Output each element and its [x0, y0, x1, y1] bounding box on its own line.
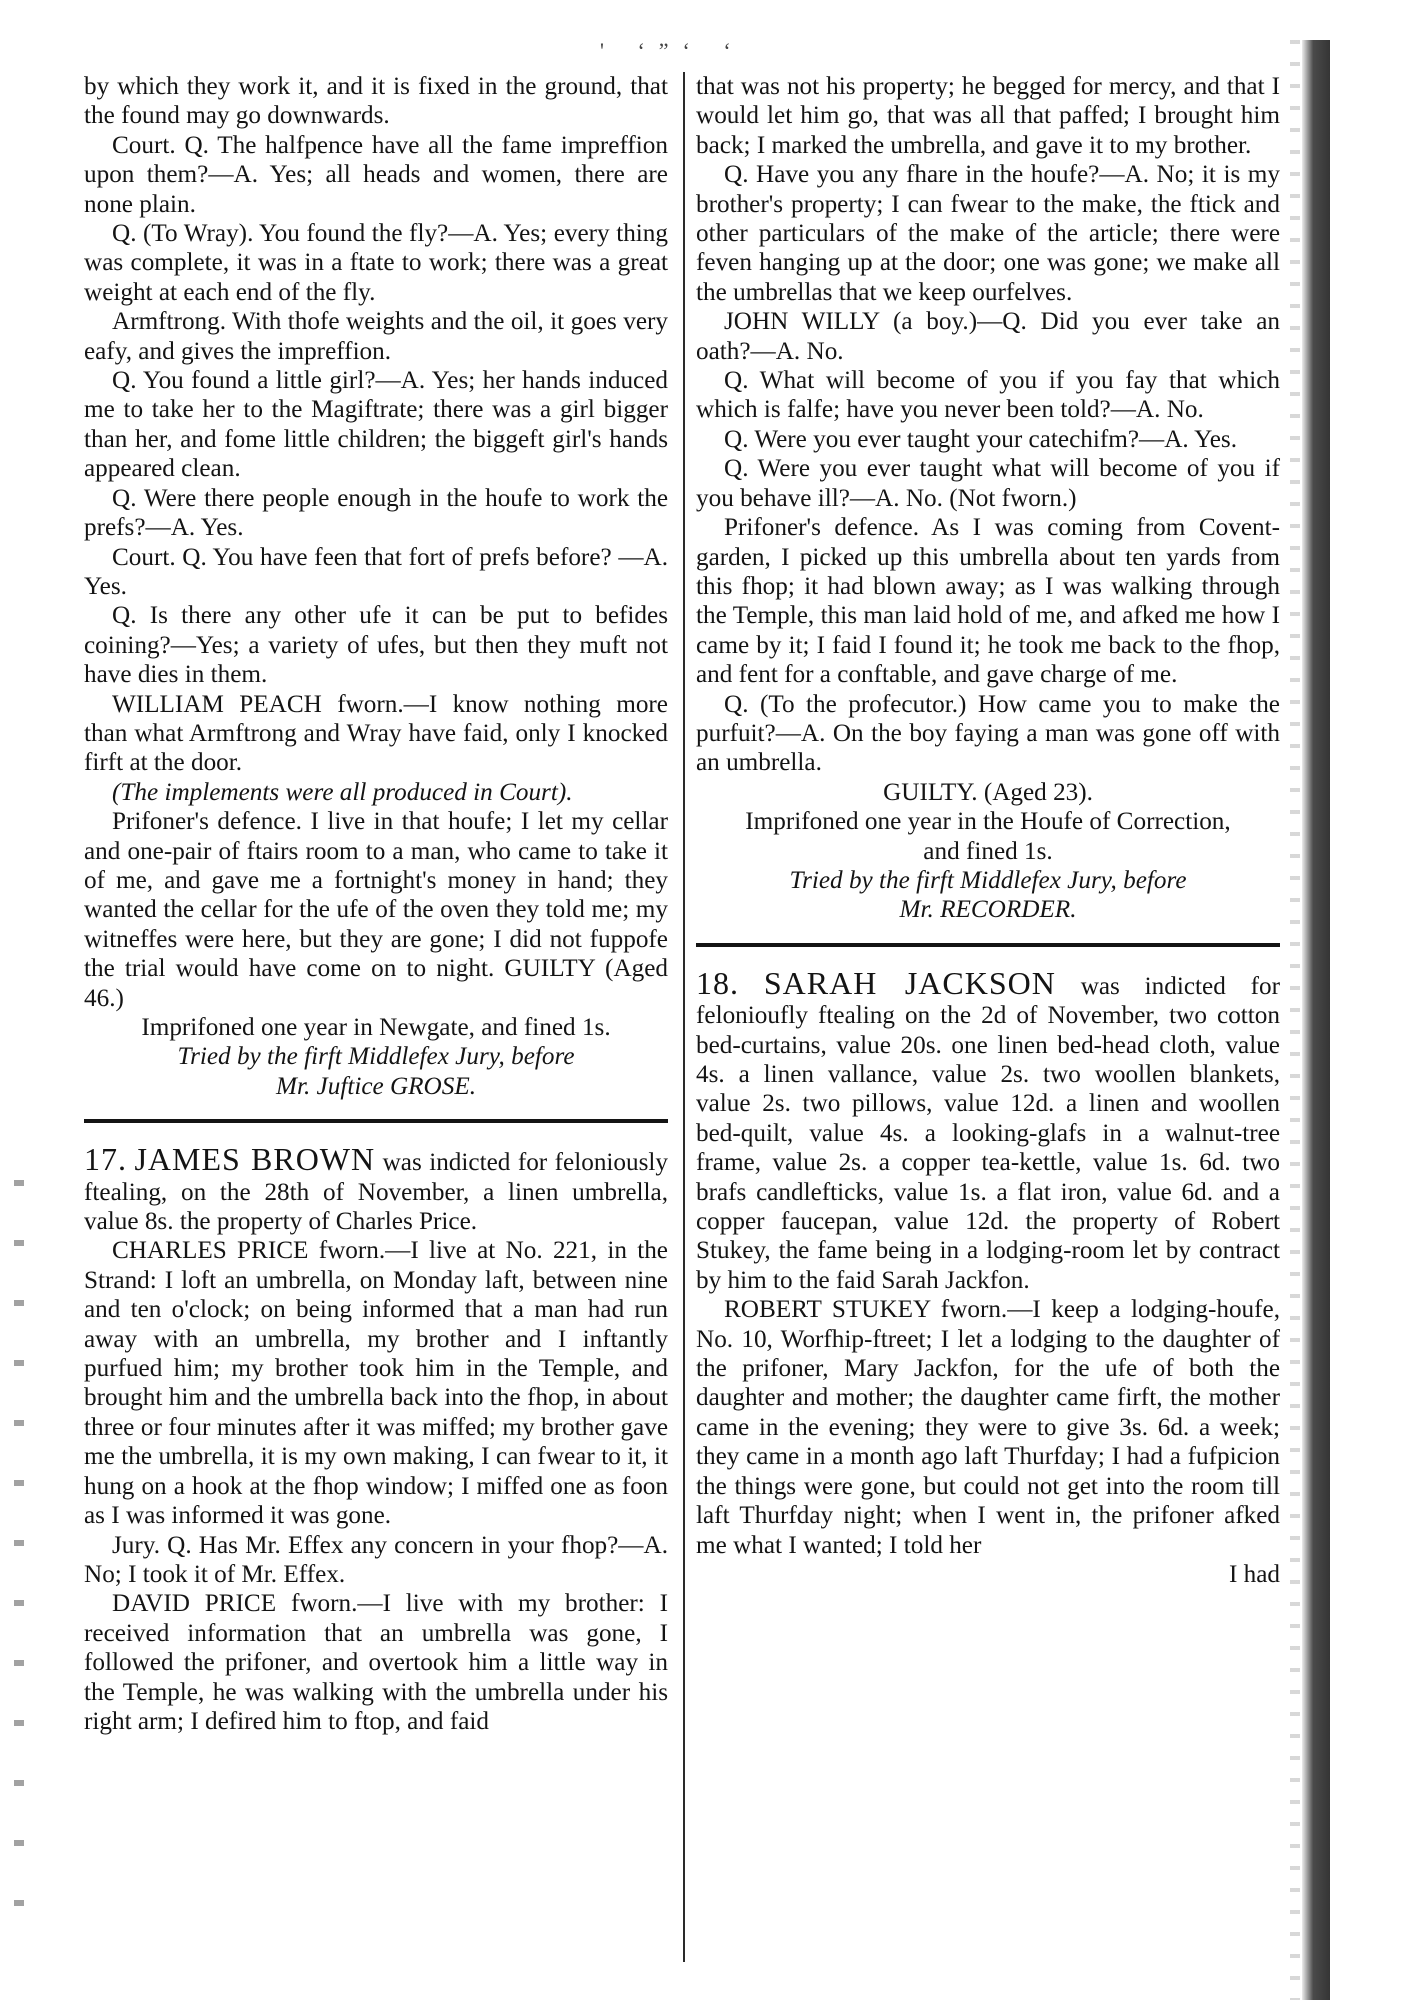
paragraph: Q. Have you any fhare in the houfe?—A. No; it is my brother's property; I can fwear to the make, the ftick and other particulars of the make of the article; there were feven hanging up at the door; one was gone; we make all the umbrellas that we keep ourfelves. — [696, 161, 1280, 306]
indictment-text: was indicted for felonioufly ftealing on the 2d of November, two cotton bed-curtains, value 20s. one linen bed-head cloth, value 4s. a linen vallance, value 2s. two woollen blankets, value 2s. two pillows, value 12d. a linen and woollen bed-quilt, value 4s. a looking-glafs in a walnut-tree frame, value 2s. a copper tea-kettle, value 1s. 6d. two brafs candlefticks, value 1s. a flat iron, value 6d. and a copper faucepan, value 12d. the property of Robert Stukey, the fame being in a lodging-room let by contract by him to the faid Sarah Jackfon. — [696, 972, 1281, 1294]
tried-by-line: Tried by the firft Middlefex Jury, before — [789, 866, 1187, 894]
defendant-name: SARAH JACKSON — [763, 964, 1056, 1001]
paragraph: Q. Were you ever taught what will become of you if you behave ill?—A. No. (Not fworn.) — [696, 455, 1280, 512]
defence-paragraph: Prifoner's defence. I live in that houfe; I let my cellar and one-pair of ftairs room to a man, who came to take it of me, and gave me a fortnight's money in hand; they wanted the cellar for the ufe of the oven they told me; my witneffes were here, but they are gone; I did not fuppofe the trial would have come on to night. GUILTY (Aged 46.) — [84, 808, 668, 1012]
header-marks: ' ‘”‘ ‘ — [600, 38, 745, 63]
paragraph: Court. Q. You have feen that fort of prefs before? —A. Yes. — [84, 543, 668, 600]
indictment-text: was indicted for feloniously ftealing, on the 28th of November, a linen umbrella, value 8s. the property of Charles Price. — [84, 1149, 668, 1236]
paragraph: Q. Were there people enough in the houfe to work the prefs?—A. Yes. — [84, 484, 668, 542]
witness-paragraph: ROBERT STUKEY fworn.—I keep a lodging-houfe, No. 10, Worfhip-ftreet; I let a lodging to the daughter of the prifoner, Mary Jackfon, for the ufe of both the daughter and mother; the daughter came firft, the mother came in the evening; they were to give 3s. 6d. a week; they came in a month ago laft Thurfday; I had a fufpicion the things were gone, but could not get into the room till laft Thurfday night; when I went in, the prifoner afked me what I wanted; I told her — [696, 1296, 1280, 1559]
verdict: GUILTY. (Aged 23). — [883, 778, 1093, 806]
paragraph: Jury. Q. Has Mr. Effex any concern in your fhop?—A. No; I took it of Mr. Effex. — [84, 1531, 668, 1588]
witness-paragraph: WILLIAM PEACH fworn.—I know nothing more than what Armftrong and Wray have faid, only I knocked firft at the door. — [84, 690, 668, 777]
judge-line: Mr. RECORDER. — [899, 896, 1077, 924]
tried-by-line: Tried by the firft Middlefex Jury, before — [177, 1043, 575, 1071]
witness-paragraph: DAVID PRICE fworn.—I live with my brother: I received information that an umbrella was gone, I followed the prifoner, and overtook him a little way in the Temple, he was walking with the umbrella under his right arm; I defired him to ftop, and faid — [84, 1590, 668, 1735]
case-divider — [84, 1119, 668, 1123]
page-edge-shadow — [1302, 40, 1330, 2000]
scan-specks — [14, 1180, 24, 1960]
case-number: 18. — [696, 964, 739, 1001]
sentence: Imprifoned one year in Newgate, and fined 1s. — [141, 1014, 611, 1041]
case-number: 17. — [84, 1141, 127, 1178]
judge-line: Mr. Juftice GROSE. — [275, 1072, 477, 1100]
case-divider — [696, 943, 1280, 947]
paragraph: Q. You found a little girl?—A. Yes; her hands induced me to take her to the Magiftrate; there was a girl bigger than her, and fome little children; the biggeft girl's hands appeared clean. — [84, 367, 668, 483]
paragraph: Q. (To the profecutor.) How came you to make the purfuit?—A. On the boy faying a man was gone off with an umbrella. — [696, 690, 1280, 777]
left-column — [84, 72, 668, 1736]
right-column — [696, 72, 1280, 1589]
witness-paragraph: JOHN WILLY (a boy.)—Q. Did you ever take an oath?—A. No. — [696, 308, 1280, 365]
paragraph: Court. Q. The halfpence have all the fame impreffion upon them?—A. Yes; all heads and women, there are none plain. — [84, 131, 668, 218]
witness-paragraph: CHARLES PRICE fworn.—I live at No. 221, in the Strand: I loft an umbrella, on Monday laft, between nine and ten o'clock; on being informed that a man had run away with an umbrella, my brother and I inftantly purfued him; my brother took him in the Temple, and brought him and the umbrella back into the fhop, in about three or four minutes after it was miffed; my brother gave me the umbrella, it is my own making, I can fwear to it, it hung on a hook at the fhop window; I miffed one as foon as I was informed it was gone. — [84, 1237, 668, 1530]
paragraph: by which they work it, and it is fixed in the ground, that the found may go downwards. — [84, 73, 668, 130]
sentence: Imprifoned one year in the Houfe of Correction, — [745, 808, 1231, 836]
sentence-continued: and fined 1s. — [923, 837, 1053, 865]
paragraph: Q. What will become of you if you fay that which which is falfe; have you never been told?—A. No. — [696, 367, 1280, 424]
paragraph: Q. Were you ever taught your catechifm?—A. Yes. — [724, 425, 1238, 453]
case-heading — [696, 964, 1281, 1295]
paragraph: Q. Is there any other ufe it can be put to befides coining?—Yes; a variety of ufes, but then they muft not have dies in them. — [84, 602, 668, 689]
catchword: I had — [1228, 1560, 1280, 1588]
page-edge-shadow-light — [1290, 40, 1300, 2000]
paragraph: Q. (To Wray). You found the fly?—A. Yes; every thing was complete, it was in a ftate to work; there was a great weight at each end of the fly. — [84, 220, 668, 306]
column-divider — [683, 72, 685, 1962]
court-note: (The implements were all produced in Court). — [112, 778, 573, 806]
paragraph: that was not his property; he begged for mercy, and that I would let him go, that was all that paffed; I brought him back; I marked the umbrella, and gave it to my brother. — [696, 73, 1280, 159]
defence-paragraph: Prifoner's defence. As I was coming from Covent-garden, I picked up this umbrella about ten yards from this fhop; it had blown away; as I was walking through the Temple, this man laid hold of me, and afked me how I came by it; I faid I found it; he took me back to the fhop, and fent for a conftable, and gave charge of me. — [696, 514, 1280, 689]
defendant-name: JAMES BROWN — [134, 1141, 376, 1178]
paragraph: Armftrong. With thofe weights and the oil, it goes very eafy, and gives the impreffion. — [84, 308, 668, 365]
case-heading — [84, 1141, 668, 1236]
